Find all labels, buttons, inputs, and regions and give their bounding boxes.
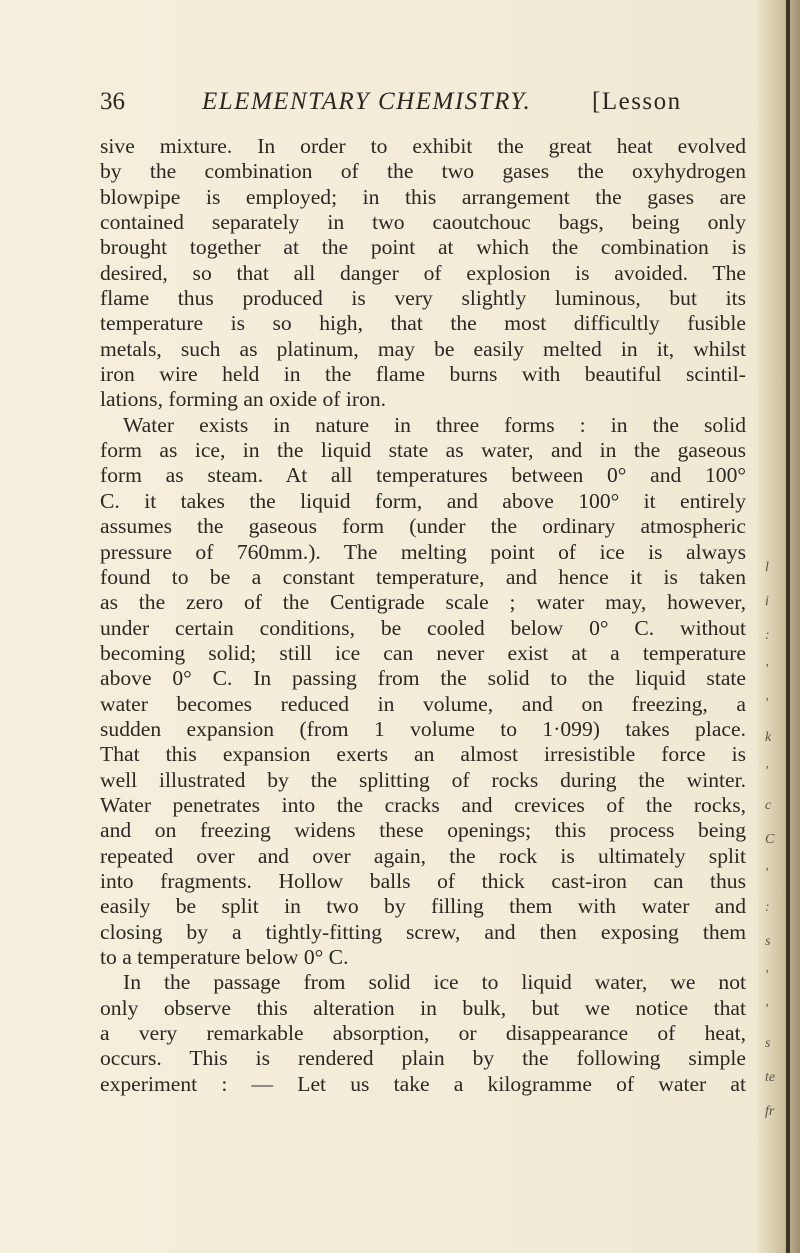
text-line: flame thus produced is very slightly luminous, but its xyxy=(100,286,746,311)
text-line: pressure of 760mm.). The melting point of ice is always xyxy=(100,539,746,564)
text-line: form as steam. At all temperatures between 0° and 100° xyxy=(100,463,746,488)
text-line: sive mixture. In order to exhibit the great heat evolved xyxy=(100,134,746,158)
text-line: to a temperature below 0° C. xyxy=(100,945,349,969)
text-line: easily be split in two by filling them with water and xyxy=(100,894,746,919)
edge-fragment: s xyxy=(765,1036,771,1051)
text-line: water becomes reduced in volume, and on freezing, a xyxy=(100,691,746,716)
edge-fragment: C xyxy=(765,832,775,847)
text-line: well illustrated by the splitting of rocks during the winter. xyxy=(100,767,746,792)
text-line: as the zero of the Centigrade scale ; water may, however, xyxy=(100,590,746,615)
text-line: experiment : — Let us take a kilogramme of water at xyxy=(100,1071,746,1096)
edge-fragment: ' xyxy=(765,866,768,881)
edge-fragment: ' xyxy=(765,968,768,983)
text-line: a very remarkable absorption, or disappearance of heat, xyxy=(100,1021,746,1046)
text-line: metals, such as platinum, may be easily melted in it, whilst xyxy=(100,336,746,361)
text-line: lations, forming an oxide of iron. xyxy=(100,387,387,412)
text-line: closing by a tightly-fitting screw, and then exposing them xyxy=(100,919,746,944)
edge-fragment: ' xyxy=(765,696,768,711)
text-line: contained separately in two caoutchouc bags, being only xyxy=(100,210,746,235)
edge-fragment: i xyxy=(765,594,769,609)
facing-page-fragments xyxy=(765,560,785,1138)
text-line: That this expansion exerts an almost irresistible force is xyxy=(100,742,746,767)
edge-fragment: l xyxy=(765,560,769,575)
body-text xyxy=(100,134,746,1097)
text-line: found to be a constant temperature, and hence it is taken xyxy=(100,564,746,589)
text-line: desired, so that all danger of explosion is avoided. The xyxy=(100,260,746,285)
text-line: Water exists in nature in three forms : in the solid xyxy=(123,412,746,437)
text-line: under certain conditions, be cooled below 0° C. without xyxy=(100,615,746,640)
page-edge-line xyxy=(786,0,790,1253)
edge-fragment: fr xyxy=(765,1104,775,1119)
text-line: blowpipe is employed; in this arrangement the gases are xyxy=(100,184,746,209)
edge-fragment: te xyxy=(765,1070,776,1085)
edge-fragment: : xyxy=(765,628,770,643)
text-line: becoming solid; still ice can never exist at a temperature xyxy=(100,640,746,665)
text-line: and on freezing widens these openings; this process being xyxy=(100,818,746,843)
text-line: occurs. This is rendered plain by the following simple xyxy=(100,1046,746,1071)
edge-fragment: : xyxy=(765,900,770,915)
edge-fragment: ' xyxy=(765,1002,768,1017)
text-line: by the combination of the two gases the oxyhydrogen xyxy=(100,159,746,184)
running-title: ELEMENTARY CHEMISTRY. xyxy=(202,88,532,115)
text-line: into fragments. Hollow balls of thick cast-iron can thus xyxy=(100,868,746,893)
text-line: assumes the gaseous form (under the ordinary atmospheric xyxy=(100,514,746,539)
edge-fragment: k xyxy=(765,730,772,745)
text-line: iron wire held in the flame burns with beautiful scintil- xyxy=(100,362,746,387)
edge-fragment: ' xyxy=(765,662,768,677)
text-line: C. it takes the liquid form, and above 100° it entirely xyxy=(100,488,746,513)
edge-fragment: c xyxy=(765,798,772,813)
text-line: above 0° C. In passing from the solid to the liquid state xyxy=(100,666,746,691)
text-line: brought together at the point at which the combination is xyxy=(100,235,746,260)
edge-fragment: ' xyxy=(765,764,768,779)
text-line: repeated over and over again, the rock is ultimately split xyxy=(100,843,746,868)
text-line: only observe this alteration in bulk, but we notice that xyxy=(100,995,746,1020)
text-line: form as ice, in the liquid state as water, and in the gaseous xyxy=(100,438,746,463)
text-line: sudden expansion (from 1 volume to 1·099) takes place. xyxy=(100,716,746,741)
text-line: Water penetrates into the cracks and crevices of the rocks, xyxy=(100,792,746,817)
section-label: [Lesson xyxy=(592,88,682,115)
text-line: temperature is so high, that the most difficultly fusible xyxy=(100,311,746,336)
running-header xyxy=(100,88,750,124)
page-number: 36 xyxy=(100,88,125,115)
text-line: In the passage from solid ice to liquid water, we not xyxy=(123,970,746,995)
edge-fragment: s xyxy=(765,934,771,949)
